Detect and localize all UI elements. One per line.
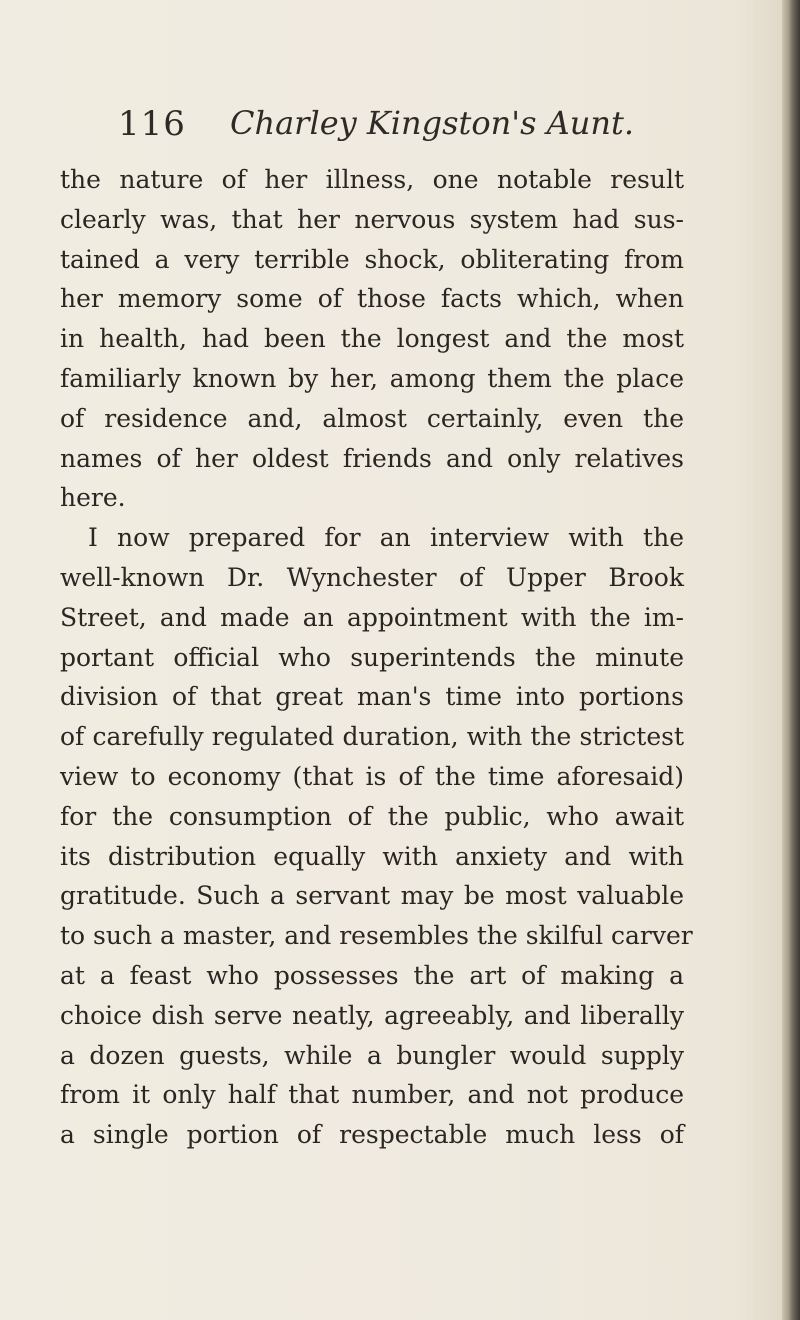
text-line: portant official who superintends the minute [60, 642, 684, 672]
text-line: Street, and made an appointment with the im- [60, 602, 684, 632]
text-line: at a feast who possesses the art of making a [60, 960, 684, 990]
text-line: from it only half that number, and not produce [60, 1080, 684, 1110]
text-line: names of her oldest friends and only relatives [60, 443, 684, 473]
text-line: view to economy (that is of the time aforesaid) [60, 761, 684, 791]
text-line: choice dish serve neatly, agreeably, and liberally [60, 1000, 684, 1030]
text-line: its distribution equally with anxiety and with [60, 841, 684, 871]
page-number: 116 [118, 104, 186, 144]
text-line: well-known Dr. Wynchester of Upper Brook [60, 562, 684, 592]
running-head: Charley Kingston's Aunt. [230, 104, 635, 142]
text-line: of carefully regulated duration, with the strictest [60, 722, 684, 752]
text-line: a single portion of respectable much less of [60, 1120, 684, 1150]
text-line: of residence and, almost certainly, even the [60, 403, 684, 433]
text-line: here. [60, 483, 126, 513]
body-text [60, 160, 693, 1155]
text-line: for the consumption of the public, who await [60, 801, 684, 831]
text-line: familiarly known by her, among them the place [60, 363, 684, 393]
text-line: division of that great man's time into portions [60, 682, 684, 712]
text-line: in health, had been the longest and the most [60, 324, 684, 354]
text-line: I now prepared for an interview with the [88, 523, 684, 553]
page-header [118, 104, 678, 164]
text-line: gratitude. Such a servant may be most valuable [60, 881, 684, 911]
text-line: her memory some of those facts which, when [60, 284, 684, 314]
text-line: to such a master, and resembles the skilful carver [60, 921, 693, 951]
page-edge-shadow [782, 0, 800, 1320]
text-line: tained a very terrible shock, obliterating from [60, 244, 684, 274]
text-line: the nature of her illness, one notable result [60, 165, 684, 194]
text-line: a dozen guests, while a bungler would supply [60, 1040, 684, 1070]
text-line: clearly was, that her nervous system had sus- [60, 204, 684, 234]
